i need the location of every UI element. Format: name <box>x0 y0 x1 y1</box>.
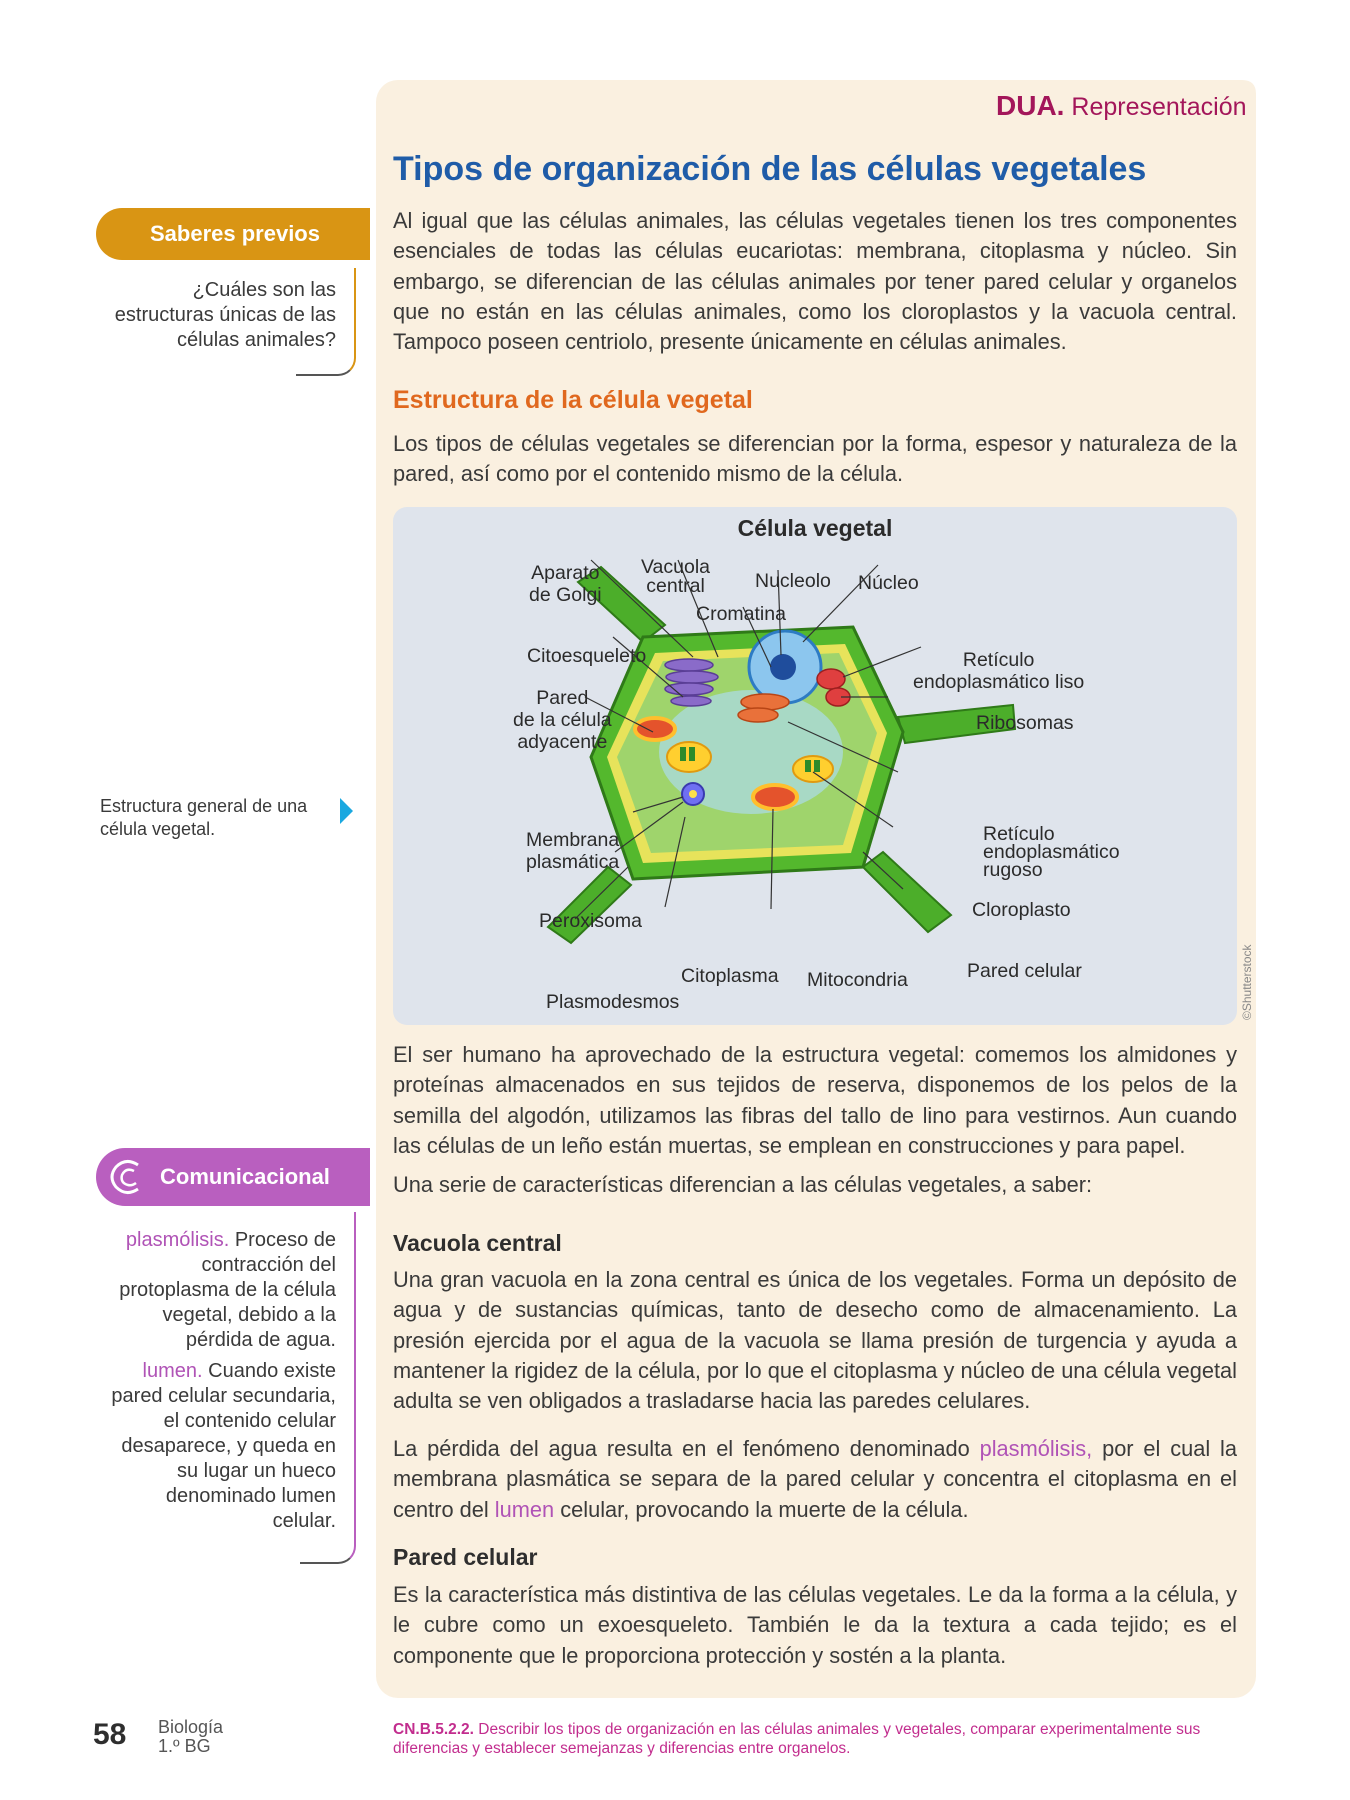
label-citoplasma: Citoplasma <box>681 965 779 987</box>
glossary-term-lumen: lumen. <box>142 1360 203 1382</box>
dua-label: DUA. <box>996 90 1065 121</box>
term-lumen-link: lumen <box>494 1496 555 1522</box>
curriculum-text: Describir los tipos de organización en las células animales y vegetales, comparar experimentalmente sus diferencias y establecer semejanzas y diferencias entre organelos. <box>393 1721 1201 1757</box>
dua-badge <box>996 90 1247 122</box>
heading-vacuola: Vacuola central <box>393 1230 562 1256</box>
label-citoesqueleto: Citoesqueleto <box>527 645 647 667</box>
subject-info <box>158 1718 223 1756</box>
vacuola-p2-a: La pérdida del agua resulta en el fenómeno denominado <box>393 1436 980 1461</box>
grade-level: 1.º BG <box>158 1736 211 1756</box>
saberes-previos-header <box>96 208 370 260</box>
label-cromatina: Cromatina <box>696 603 786 625</box>
figure-caption: Estructura general de una célula vegetal. <box>100 796 308 839</box>
label-pared-celular: Pared celular <box>967 960 1082 982</box>
glossary-def-lumen: Cuando existe pared celular secundaria, el contenido celular desaparece, y queda en su lugar un hueco denominado lumen celular. <box>111 1360 336 1532</box>
saberes-divider <box>296 268 356 376</box>
heading-pared: Pared celular <box>393 1544 538 1570</box>
label-mitocondria: Mitocondria <box>807 969 908 991</box>
label-cloroplasto: Cloroplasto <box>972 899 1071 921</box>
section-heading-structure: Estructura de la célula vegetal <box>393 386 753 414</box>
features-intro: Una serie de características diferencian a las células vegetales, a saber: <box>393 1172 1093 1197</box>
saberes-previos-title: Saberes previos <box>150 221 320 246</box>
label-reticulo-liso: Retículo endoplasmático liso <box>913 649 1085 693</box>
dua-sublabel: Representación <box>1071 93 1247 121</box>
comunicacional-icon <box>106 1155 150 1199</box>
vacuola-p2-b: por el cual la membrana plasmática se separa de la pared celular y concentra el citoplasma en el centro del <box>393 1436 1237 1522</box>
usage-paragraph: El ser humano ha aprovechado de la estructura vegetal: comemos los almidones y proteínas almacenados en sus tejidos de reserva, disponemos de los pelos de la semilla del algodón, utilizamos las fibras del tallo de lino para vestirnos. Aun cuando las células de un leño están muertas, se emplean en construcciones y para papel. <box>393 1042 1237 1158</box>
image-credit: ©Shutterstock <box>1240 944 1254 1020</box>
label-vacuola: Vacuola central <box>641 556 711 597</box>
label-golgi: Aparato de Golgi <box>529 562 602 606</box>
comunicacional-title: Comunicacional <box>160 1164 330 1189</box>
glossary-def-plasmolisis: Proceso de contracción del protoplasma de la célula vegetal, debido a la pérdida de agua. <box>119 1229 336 1351</box>
label-plasmodesmos: Plasmodesmos <box>546 991 680 1013</box>
figure-title: Célula vegetal <box>737 515 893 541</box>
label-pared-adyacente: Pared de la célula adyacente <box>513 687 612 753</box>
curriculum-code: CN.B.5.2.2. <box>393 1721 474 1738</box>
intro-paragraph: Al igual que las células animales, las células vegetales tienen los tres componentes esenciales de todas las células eucariotas: membrana, citoplasma y núcleo. Sin embargo, se diferencian de las células animales por tener pared celular y organelos que no están en las células animales, como los cloroplastos y la vacuola central. Tampoco poseen centriolo, presente únicamente en células animales. <box>393 208 1237 355</box>
comunicacional-divider <box>300 1212 356 1564</box>
curriculum-footer <box>393 1720 1253 1758</box>
label-nucleolo: Nucleolo <box>755 570 831 592</box>
comunicacional-header <box>96 1148 370 1206</box>
caption-arrow-icon <box>340 798 353 824</box>
label-nucleo: Núcleo <box>858 572 919 594</box>
label-ribosomas: Ribosomas <box>976 712 1074 734</box>
page-number: 58 <box>93 1718 127 1751</box>
vacuola-paragraph-1: Una gran vacuola en la zona central es única de los vegetales. Forma un depósito de agua y de sustancias químicas, tanto de desecho como de almacenamiento. La presión ejercida por el agua de la vacuola se llama presión de turgencia y ayuda a mantener la rigidez de la célula, por lo que el citoplasma y núcleo de una célula vegetal adulta se ven obligados a trasladarse hacia las paredes celulares. <box>393 1267 1237 1414</box>
subject-name: Biología <box>158 1717 224 1737</box>
page-title: Tipos de organización de las células vegetales <box>393 150 1147 188</box>
term-plasmolisis-link: plasmólisis, <box>979 1436 1093 1461</box>
vacuola-p2-c: celular, provocando la muerte de la célula. <box>554 1496 969 1522</box>
structure-paragraph: Los tipos de células vegetales se diferencian por la forma, espesor y naturaleza de la pared, así como por el contenido mismo de la célula. <box>393 431 1237 487</box>
vacuola-paragraph-2 <box>393 1434 1237 1525</box>
label-membrana: Membrana plasmática <box>526 829 620 873</box>
plant-cell-figure <box>393 507 1237 1025</box>
pared-paragraph: Es la característica más distintiva de las células vegetales. Le da la forma a la célula, y le cubre como un exoesqueleto. También le da la textura a cada tejido; es el componente que le proporciona protección y sostén a la planta. <box>393 1582 1237 1668</box>
saberes-previos-question: ¿Cuáles son las estructuras únicas de las células animales? <box>114 279 336 351</box>
label-peroxisoma: Peroxisoma <box>539 910 642 932</box>
glossary-term-plasmolisis: plasmólisis. <box>125 1229 230 1251</box>
label-reticulo-rugoso: Retículo endoplasmático rugoso <box>983 823 1120 881</box>
